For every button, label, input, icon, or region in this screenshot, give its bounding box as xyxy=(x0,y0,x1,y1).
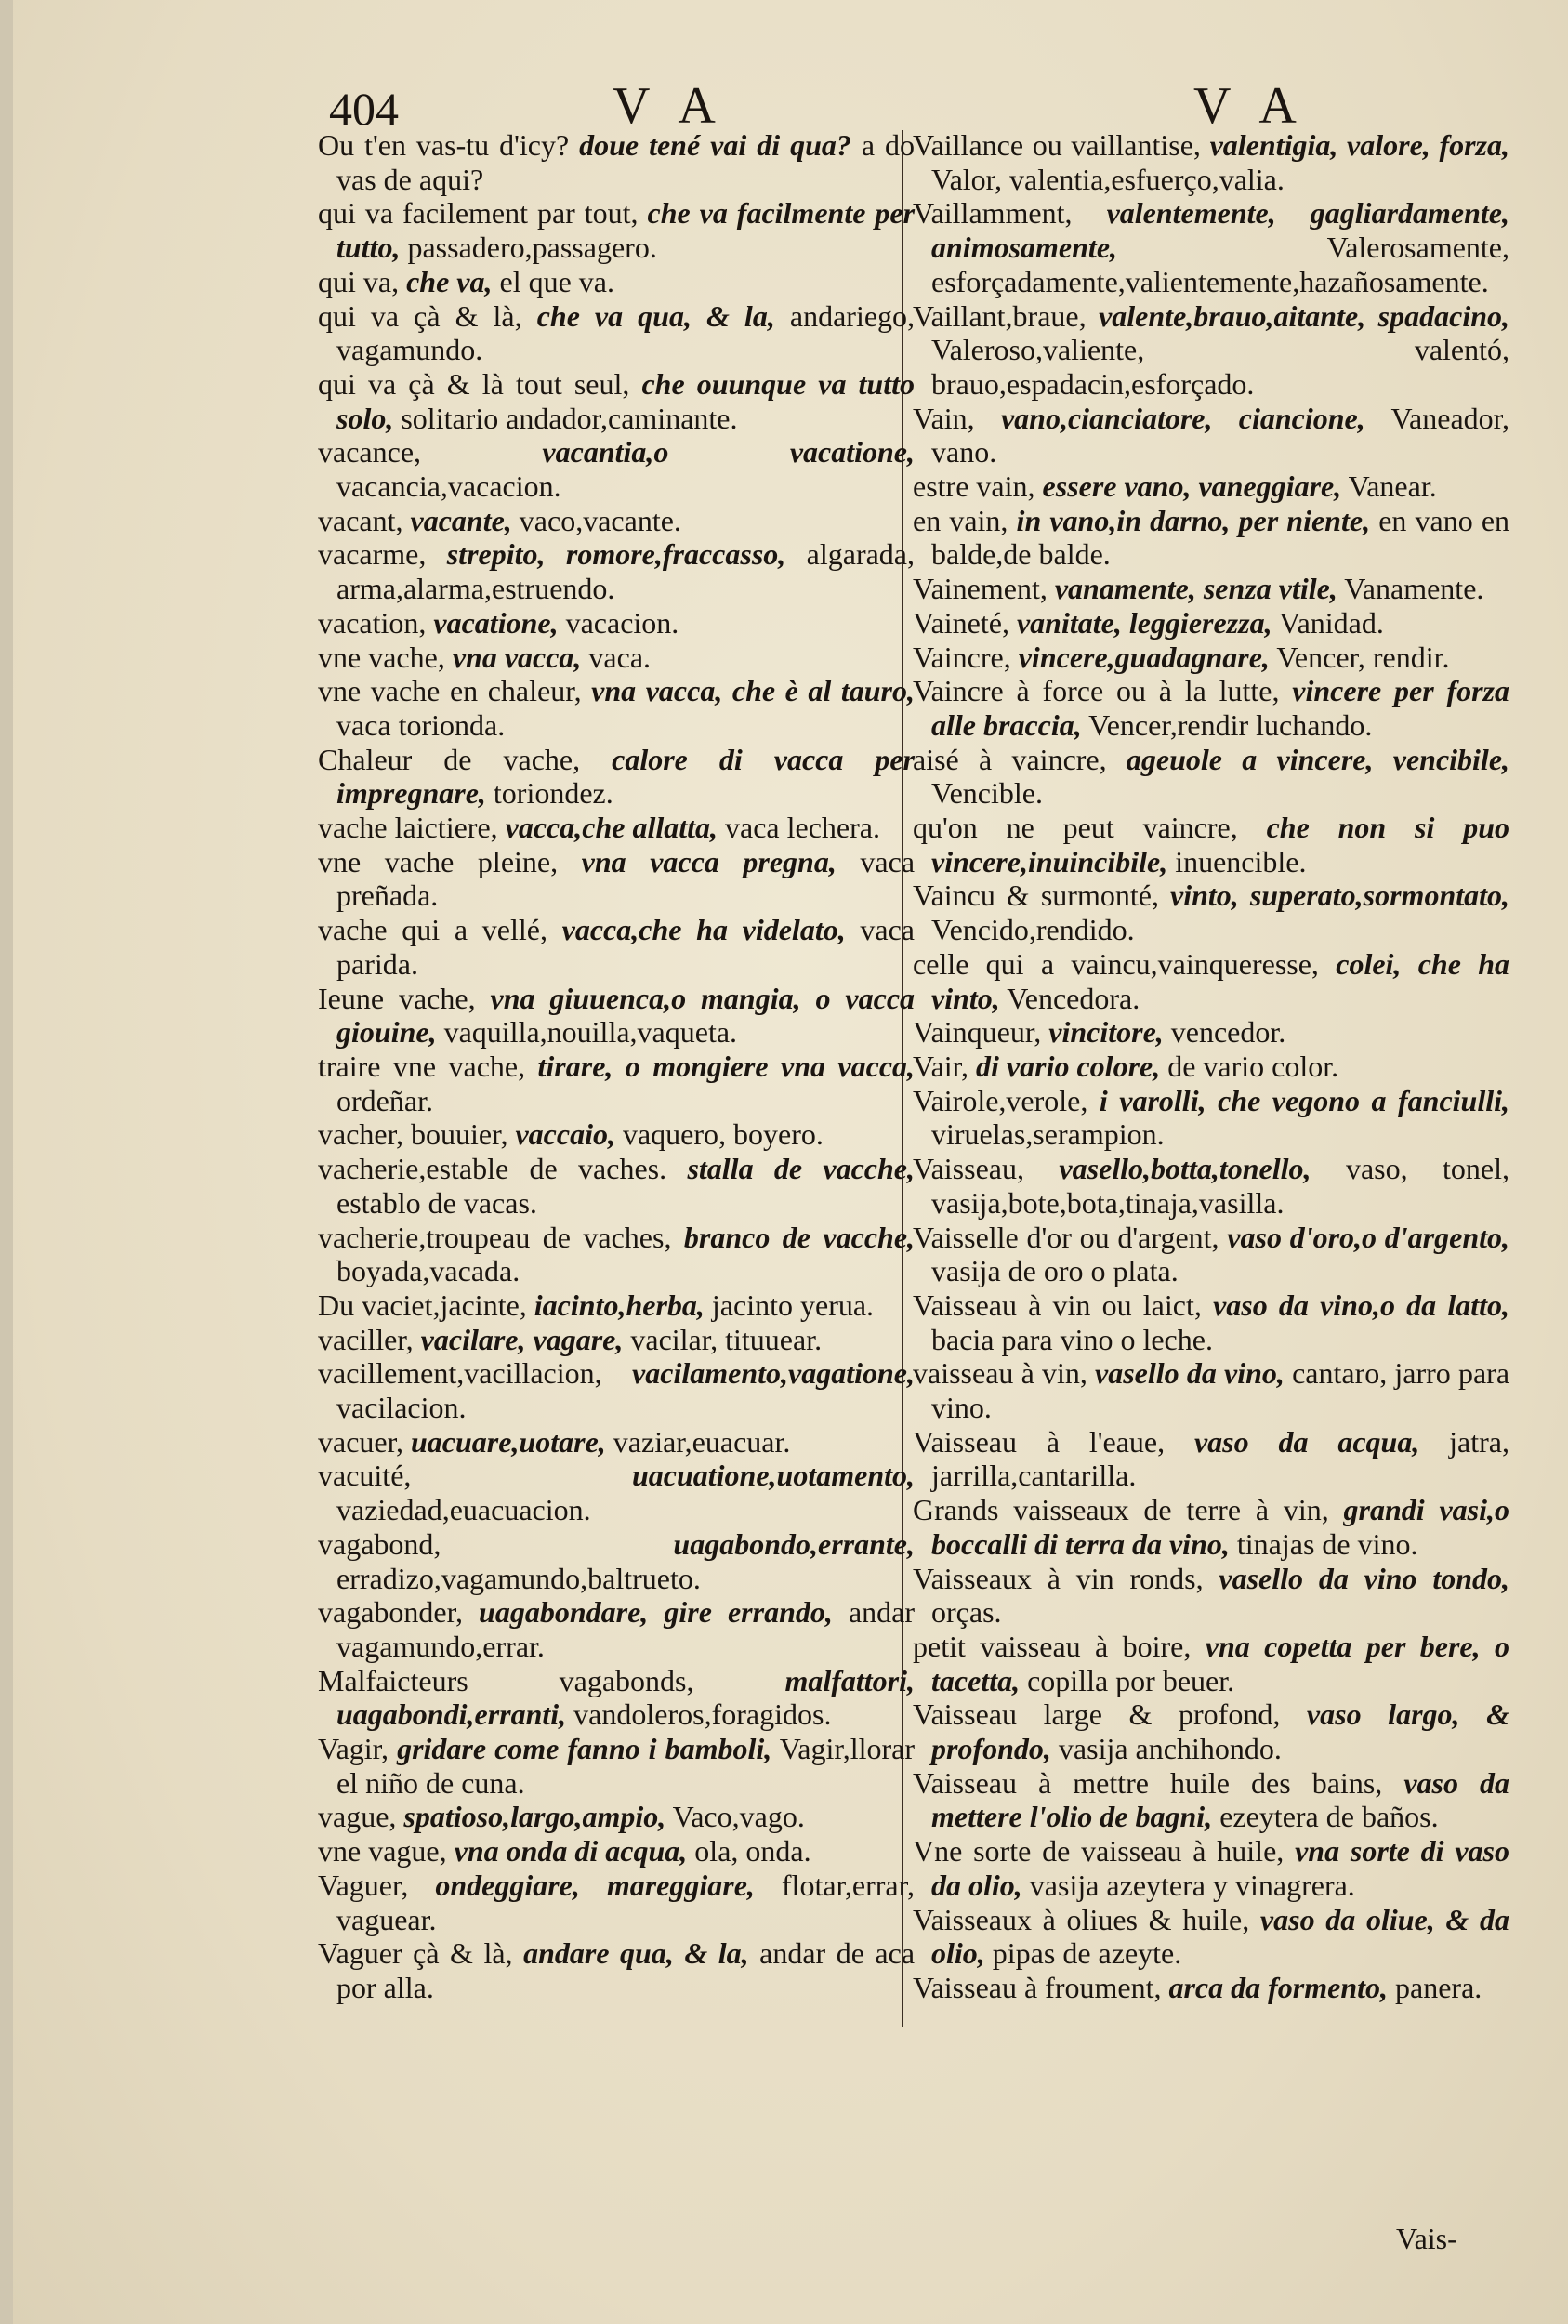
spanish-translation: Vaco,vago. xyxy=(672,1800,805,1834)
italian-translation: vaso da vino,o da latto, xyxy=(1213,1287,1510,1322)
french-headword: vagabond, xyxy=(318,1526,441,1561)
french-headword: vague, xyxy=(318,1800,397,1834)
italian-translation: strepito, romore,fraccasso, xyxy=(446,537,786,572)
italian-translation: vacca,che ha videlato, xyxy=(561,913,846,947)
spanish-translation: Valerosamente, esforçadamente,valientemente,hazañosamente. xyxy=(931,231,1509,298)
italian-translation: in vano,in darno, per niente, xyxy=(1016,503,1371,537)
italian-translation: che ouunque va tutto solo, xyxy=(336,366,916,435)
spanish-translation: Valeroso,valiente, valentó, brauo,espadacin,esforçado. xyxy=(931,333,1509,401)
dictionary-entry xyxy=(318,1800,915,1834)
dictionary-entry xyxy=(318,811,915,845)
french-headword: Vaisseau à mettre huile des bains, xyxy=(913,1765,1383,1800)
italian-translation: vasello da vino, xyxy=(1095,1356,1285,1391)
dictionary-entry xyxy=(318,674,915,742)
dictionary-entry xyxy=(318,435,915,503)
left-column xyxy=(318,128,915,2005)
french-headword: vne vache en chaleur, xyxy=(318,674,582,708)
spanish-translation: bacia para vino o leche. xyxy=(931,1322,1213,1356)
italian-translation: stalla de vacche, xyxy=(687,1152,916,1186)
dictionary-entry xyxy=(913,504,1509,572)
italian-translation: vna onda di acqua, xyxy=(454,1834,688,1868)
french-headword: Ou t'en vas-tu d'icy? xyxy=(318,128,570,162)
french-headword: Vaillance ou vaillantise, xyxy=(913,128,1201,162)
italian-translation: valente,brauo,aitante, spadacino, xyxy=(1099,298,1510,333)
french-headword: Vairole,verole, xyxy=(913,1083,1088,1117)
dictionary-entry xyxy=(318,845,915,913)
italian-translation: branco de vacche, xyxy=(683,1220,916,1254)
italian-translation: vasello,botta,tonello, xyxy=(1059,1152,1311,1186)
dictionary-entry xyxy=(318,299,915,367)
italian-translation: vna vacca, che è al tauro, xyxy=(591,674,915,708)
dictionary-entry xyxy=(913,947,1509,1015)
dictionary-entry xyxy=(318,1425,915,1459)
spanish-translation: solitario andador,caminante. xyxy=(401,401,738,435)
spanish-translation: vaca preñada. xyxy=(336,844,916,913)
french-headword: Grands vaisseaux de terre à vin, xyxy=(913,1493,1329,1527)
french-headword: Vaisseau à l'eaue, xyxy=(913,1424,1166,1459)
spanish-translation: establo de vacas. xyxy=(336,1185,537,1220)
dictionary-entry xyxy=(913,878,1509,946)
italian-translation: calore di vacca per impregnare, xyxy=(336,742,916,811)
spanish-translation: el que va. xyxy=(499,264,614,298)
dictionary-entry xyxy=(318,196,915,264)
italian-translation: che va qua, & la, xyxy=(536,298,775,333)
italian-translation: valentigia, valore, forza, xyxy=(1209,128,1509,162)
spanish-translation: vaca lechera. xyxy=(725,811,880,845)
italian-translation: spatioso,largo,ampio, xyxy=(403,1800,666,1834)
spanish-translation: jatra, jarrilla,cantarilla. xyxy=(931,1424,1509,1493)
french-headword: Vaineté, xyxy=(913,605,1009,640)
spanish-translation: erradizo,vagamundo,baltrueto. xyxy=(336,1561,701,1595)
french-headword: Vne sorte de vaisseau à huile, xyxy=(913,1834,1285,1868)
spanish-translation: vasija anchihondo. xyxy=(1058,1732,1282,1766)
spanish-translation: vaco,vacante. xyxy=(519,503,681,537)
dictionary-entry xyxy=(318,1117,915,1152)
dictionary-entry xyxy=(913,1015,1509,1050)
italian-translation: vacatione, xyxy=(433,605,559,640)
italian-translation: di vario colore, xyxy=(976,1049,1161,1083)
italian-translation: vaccaio, xyxy=(515,1117,615,1152)
french-headword: Vaisseaux à vin ronds, xyxy=(913,1561,1204,1595)
spanish-translation: vasija de oro o plata. xyxy=(931,1254,1179,1288)
italian-translation: iacinto,herba, xyxy=(534,1287,705,1322)
french-headword: qui va çà & là, xyxy=(318,298,522,333)
spanish-translation: Vaneador, vano. xyxy=(931,401,1510,469)
italian-translation: uagabondare, gire errando, xyxy=(479,1595,833,1630)
spanish-translation: vaquero, boyero. xyxy=(622,1117,824,1152)
dictionary-entry xyxy=(913,1630,1509,1697)
italian-translation: vaso largo, & profondo, xyxy=(931,1697,1509,1766)
dictionary-entry xyxy=(318,128,915,196)
french-headword: vaisseau à vin, xyxy=(913,1356,1087,1391)
french-headword: vacherie,estable de vaches. xyxy=(318,1152,667,1186)
french-headword: Vaguer çà & là, xyxy=(318,1936,513,1971)
italian-translation: malfattori, uagabondi,erranti, xyxy=(336,1663,915,1732)
italian-translation: essere vano, vaneggiare, xyxy=(1042,469,1342,504)
french-headword: vache laictiere, xyxy=(318,811,498,845)
dictionary-entry xyxy=(913,1903,1509,1971)
dictionary-entry xyxy=(913,743,1509,811)
spanish-translation: vaca parida. xyxy=(336,913,915,981)
spanish-translation: algarada, arma,alarma,estruendo. xyxy=(336,537,915,606)
italian-translation: vacilare, vagare, xyxy=(420,1322,624,1356)
french-headword: Malfaicteurs vagabonds, xyxy=(318,1663,694,1697)
french-headword: petit vaisseau à boire, xyxy=(913,1629,1192,1663)
spanish-translation: flotar,errar, vaguear. xyxy=(336,1868,915,1936)
dictionary-entry xyxy=(318,1868,915,1936)
spanish-translation: Vencible. xyxy=(931,776,1043,811)
french-headword: vne vague, xyxy=(318,1834,447,1868)
spanish-translation: Valor, valentia,esfuerço,valia. xyxy=(931,162,1285,196)
dictionary-entry xyxy=(318,640,915,675)
spanish-translation: de vario color. xyxy=(1167,1049,1339,1083)
spanish-translation: Vanidad. xyxy=(1279,605,1384,640)
dictionary-entry xyxy=(318,1356,915,1424)
dictionary-entry xyxy=(318,1936,915,2004)
dictionary-entry xyxy=(913,1221,1509,1288)
french-headword: Vaisseau large & profond, xyxy=(913,1697,1281,1732)
spanish-translation: Vencer,rendir luchando. xyxy=(1088,707,1373,742)
spanish-translation: boyada,vacada. xyxy=(336,1254,520,1288)
italian-translation: uacuatione,uotamento, xyxy=(631,1459,915,1493)
french-headword: Vaisseau à vin ou laict, xyxy=(913,1287,1202,1322)
dictionary-entry xyxy=(318,1050,915,1117)
italian-translation: vacca,che allatta, xyxy=(505,811,718,845)
spanish-translation: Vagir,llorar el niño de cuna. xyxy=(336,1732,916,1800)
dictionary-entry xyxy=(318,367,915,435)
dictionary-entry xyxy=(318,504,915,538)
spanish-translation: vaso, tonel, vasija,bote,bota,tinaja,vasilla. xyxy=(931,1152,1510,1220)
spanish-translation: copilla por beuer. xyxy=(1027,1663,1235,1697)
french-headword: qui va facilement par tout, xyxy=(318,196,639,231)
dictionary-entry xyxy=(913,402,1509,469)
italian-translation: i varolli, che vegono a fanciulli, xyxy=(1099,1083,1509,1117)
dictionary-entry xyxy=(913,1766,1509,1834)
french-headword: vacher, bouuier, xyxy=(318,1117,508,1152)
italian-translation: vanitate, leggierezza, xyxy=(1016,605,1272,640)
spanish-translation: vaziar,euacuar. xyxy=(613,1424,791,1459)
spanish-translation: panera. xyxy=(1395,1970,1482,2004)
dictionary-entry xyxy=(318,982,915,1050)
italian-translation: vaso d'oro,o d'argento, xyxy=(1227,1220,1510,1254)
spanish-translation: vacilar, tituuear. xyxy=(630,1322,823,1356)
dictionary-entry xyxy=(913,1562,1509,1630)
french-headword: vacillement,vacillacion, xyxy=(318,1356,602,1391)
spanish-translation: tinajas de vino. xyxy=(1236,1526,1418,1561)
italian-translation: vincitore, xyxy=(1048,1015,1164,1050)
page-number: 404 xyxy=(329,83,399,135)
italian-translation: arca da formento, xyxy=(1168,1970,1389,2004)
spanish-translation: orças. xyxy=(931,1595,1002,1630)
italian-translation: doue tené vai di qua? xyxy=(579,128,851,162)
italian-translation: vanamente, senza vtile, xyxy=(1054,572,1337,606)
italian-translation: vna giuuenca,o mangia, o vacca giouine, xyxy=(336,981,916,1050)
spanish-translation: vandoleros,foragidos. xyxy=(573,1697,832,1732)
french-headword: Vainqueur, xyxy=(913,1015,1042,1050)
italian-translation: vaso da acqua, xyxy=(1193,1424,1420,1459)
italian-translation: vaso da oliue, & da olio, xyxy=(931,1902,1509,1971)
dictionary-entry xyxy=(913,128,1509,196)
italian-translation: valentemente, gagliardamente, animosamente, xyxy=(931,196,1509,265)
dictionary-entry xyxy=(913,1288,1509,1356)
spanish-translation: vacacion. xyxy=(565,605,679,640)
dictionary-entry xyxy=(913,674,1509,742)
italian-translation: ageuole a vincere, vencibile, xyxy=(1126,742,1510,776)
french-headword: vne vache pleine, xyxy=(318,844,559,878)
dictionary-entry xyxy=(913,811,1509,878)
spanish-translation: ola, onda. xyxy=(694,1834,811,1868)
dictionary-page xyxy=(13,0,1568,2324)
french-headword: Vaguer, xyxy=(318,1868,409,1902)
french-headword: vne vache, xyxy=(318,640,445,674)
french-headword: Vaillamment, xyxy=(913,196,1073,231)
french-headword: aisé à vaincre, xyxy=(913,742,1107,776)
dictionary-entry xyxy=(318,265,915,299)
dictionary-entry xyxy=(318,913,915,981)
italian-translation: vacantia,o vacatione, xyxy=(542,435,915,469)
dictionary-entry xyxy=(318,1323,915,1357)
spanish-translation: Vencedora. xyxy=(1007,981,1140,1015)
spanish-translation: Vencido,rendido. xyxy=(931,913,1135,947)
right-column xyxy=(913,128,1509,2005)
french-headword: celle qui a vaincu,vainqueresse, xyxy=(913,946,1319,981)
spanish-translation: toriondez. xyxy=(493,776,613,811)
dictionary-entry xyxy=(913,1493,1509,1561)
dictionary-entry xyxy=(318,1732,915,1800)
italian-translation: vacilamento,vagatione, xyxy=(632,1356,915,1391)
italian-translation: uagabondo,errante, xyxy=(673,1526,915,1561)
dictionary-entry xyxy=(318,1834,915,1868)
spanish-translation: inuencible. xyxy=(1175,844,1307,878)
italian-translation: che va facilmente per tutto, xyxy=(336,196,916,265)
spanish-translation: vaquilla,nouilla,vaqueta. xyxy=(443,1015,738,1050)
spanish-translation: vaca. xyxy=(588,640,652,674)
french-headword: Vaincre à force ou à la lutte, xyxy=(913,674,1280,708)
italian-translation: tirare, o mongiere vna vacca, xyxy=(537,1049,916,1083)
dictionary-entry xyxy=(913,1152,1509,1220)
dictionary-entry xyxy=(318,1664,915,1732)
spanish-translation: vacancia,vacacion. xyxy=(336,469,561,504)
french-headword: Chaleur de vache, xyxy=(318,742,581,776)
spanish-translation: andar de aca por alla. xyxy=(336,1936,916,2004)
italian-translation: vna vacca pregna, xyxy=(581,844,837,878)
italian-translation: vna vacca, xyxy=(452,640,582,674)
french-headword: vaciller, xyxy=(318,1322,414,1356)
spanish-translation: cantaro, jarro para vino. xyxy=(931,1356,1510,1425)
french-headword: qui va, xyxy=(318,264,400,298)
dictionary-entry xyxy=(318,1221,915,1288)
french-headword: qui va çà & là tout seul, xyxy=(318,366,630,401)
french-headword: Vaisseau à froument, xyxy=(913,1970,1162,2004)
dictionary-entry xyxy=(913,640,1509,675)
spanish-translation: Vanear. xyxy=(1348,469,1437,504)
dictionary-entry xyxy=(913,299,1509,402)
french-headword: Vagir, xyxy=(318,1732,389,1766)
spanish-translation: vacilacion. xyxy=(336,1391,467,1425)
french-headword: Du vaciet,jacinte, xyxy=(318,1287,527,1322)
spanish-translation: a do vas de aqui? xyxy=(336,128,915,196)
dictionary-entry xyxy=(318,1152,915,1220)
french-headword: vache qui a vellé, xyxy=(318,913,547,947)
italian-translation: che non si puo vincere,inuincibile, xyxy=(931,811,1510,878)
left-running-title: V A xyxy=(613,77,725,135)
french-headword: vacation, xyxy=(318,605,427,640)
french-headword: vacant, xyxy=(318,503,403,537)
italian-translation: andare qua, & la, xyxy=(523,1936,749,1971)
french-headword: Vain, xyxy=(913,401,975,435)
dictionary-entry xyxy=(318,1459,915,1526)
italian-translation: vano,cianciatore, ciancione, xyxy=(1000,401,1365,435)
dictionary-entry xyxy=(913,1084,1509,1152)
italian-translation: vna sorte di vaso da olio, xyxy=(931,1834,1510,1902)
french-headword: vacuité, xyxy=(318,1459,412,1493)
dictionary-entry xyxy=(318,606,915,640)
spanish-translation: Vencer, rendir. xyxy=(1276,640,1450,674)
french-headword: estre vain, xyxy=(913,469,1035,504)
catchword: Vais- xyxy=(1396,2222,1457,2255)
dictionary-entry xyxy=(318,537,915,605)
italian-translation: vincere per forza alle braccia, xyxy=(931,674,1510,742)
spanish-translation: vasija azeytera y vinagrera. xyxy=(1029,1868,1355,1902)
dictionary-entry xyxy=(318,743,915,811)
italian-translation: grandi vasi,o boccalli di terra da vino, xyxy=(931,1493,1509,1561)
french-headword: Vainement, xyxy=(913,572,1048,606)
spanish-translation: andar vagamundo,errar. xyxy=(336,1595,915,1663)
spanish-translation: pipas de azeyte. xyxy=(992,1936,1182,1971)
french-headword: traire vne vache, xyxy=(318,1049,526,1083)
spanish-translation: ezeytera de baños. xyxy=(1219,1800,1439,1834)
dictionary-entry xyxy=(913,606,1509,640)
french-headword: vacherie,troupeau de vaches, xyxy=(318,1220,672,1254)
spanish-translation: jacinto yerua. xyxy=(711,1287,875,1322)
dictionary-entry xyxy=(913,1050,1509,1084)
spanish-translation: andariego, vagamundo. xyxy=(336,298,916,367)
dictionary-entry xyxy=(318,1288,915,1323)
italian-translation: ondeggiare, mareggiare, xyxy=(435,1868,755,1902)
spanish-translation: vencedor. xyxy=(1170,1015,1286,1050)
italian-translation: vincere,guadagnare, xyxy=(1018,640,1270,674)
italian-translation: colei, che ha vinto, xyxy=(931,946,1510,1015)
french-headword: Vair, xyxy=(913,1049,969,1083)
french-headword: Ieune vache, xyxy=(318,981,476,1015)
italian-translation: che va, xyxy=(406,264,493,298)
italian-translation: vasello da vino tondo, xyxy=(1219,1561,1510,1595)
french-headword: vacance, xyxy=(318,435,422,469)
italian-translation: vna copetta per bere, o tacetta, xyxy=(931,1629,1510,1697)
dictionary-entry xyxy=(913,1697,1509,1765)
spanish-translation: ordeñar. xyxy=(336,1083,433,1117)
french-headword: qu'on ne peut vaincre, xyxy=(913,811,1238,845)
italian-translation: vacante, xyxy=(410,503,512,537)
french-headword: Vaillant,braue, xyxy=(913,298,1087,333)
dictionary-entry xyxy=(318,1595,915,1663)
spanish-translation: viruelas,serampion. xyxy=(931,1117,1165,1152)
italian-translation: uacuare,uotare, xyxy=(410,1424,606,1459)
dictionary-entry xyxy=(913,1356,1509,1424)
italian-translation: vinto, superato,sormontato, xyxy=(1170,878,1510,913)
dictionary-entry xyxy=(913,1425,1509,1493)
french-headword: vagabonder, xyxy=(318,1595,463,1630)
spanish-translation: Vanamente. xyxy=(1344,572,1484,606)
french-headword: Vaisseau, xyxy=(913,1152,1024,1186)
french-headword: Vaincu & surmonté, xyxy=(913,878,1159,913)
dictionary-entry xyxy=(913,572,1509,606)
page-header xyxy=(13,63,1568,138)
italian-translation: gridare come fanno i bamboli, xyxy=(397,1732,772,1766)
dictionary-entry xyxy=(318,1527,915,1595)
french-headword: Vaisselle d'or ou d'argent, xyxy=(913,1220,1219,1254)
italian-translation: vaso da mettere l'olio de bagni, xyxy=(931,1765,1510,1834)
dictionary-entry xyxy=(913,469,1509,504)
right-running-title: V A xyxy=(1193,77,1306,135)
dictionary-entry xyxy=(913,1834,1509,1902)
french-headword: en vain, xyxy=(913,503,1008,537)
french-headword: vacarme, xyxy=(318,537,427,572)
spanish-translation: vaziedad,euacuacion. xyxy=(336,1493,591,1527)
french-headword: Vaisseaux à oliues & huile, xyxy=(913,1902,1250,1936)
dictionary-entry xyxy=(913,1971,1509,2005)
spanish-translation: passadero,passagero. xyxy=(407,231,657,265)
french-headword: vacuer, xyxy=(318,1424,403,1459)
dictionary-entry xyxy=(913,196,1509,298)
spanish-translation: en vano en balde,de balde. xyxy=(931,503,1510,572)
french-headword: Vaincre, xyxy=(913,640,1011,674)
spanish-translation: vaca torionda. xyxy=(336,707,506,742)
